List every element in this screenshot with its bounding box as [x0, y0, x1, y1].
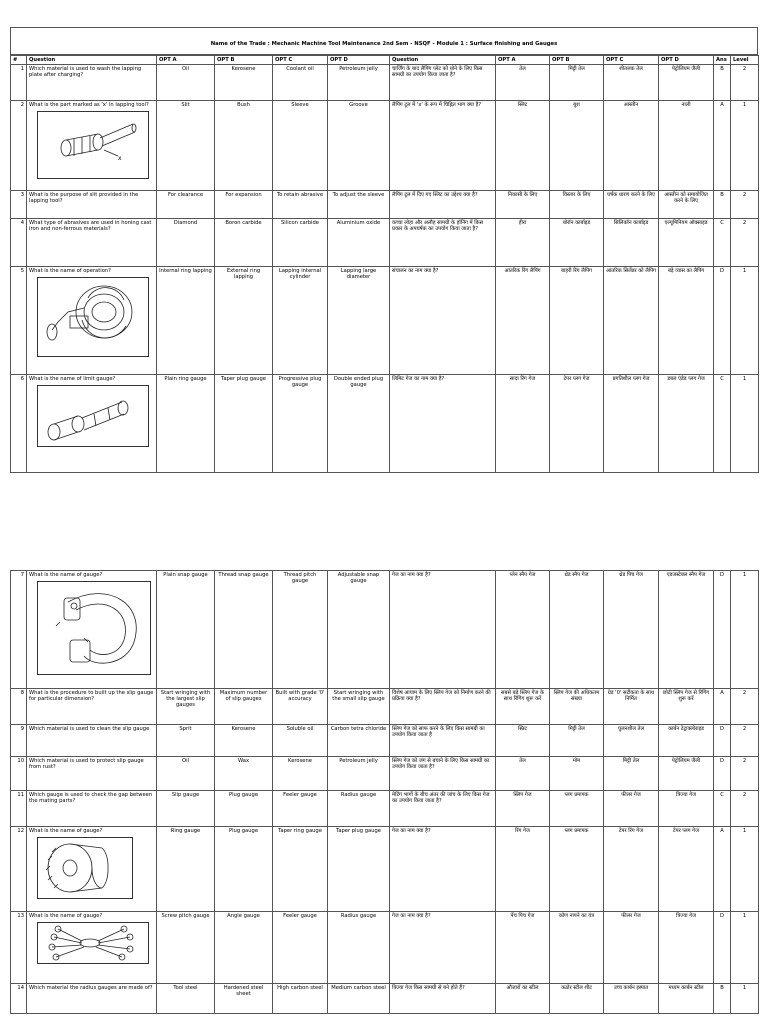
opt-c-hindi: सिलिकॉन कार्बाइड [604, 219, 659, 267]
column-header: Question [390, 56, 496, 65]
table-row [11, 267, 759, 375]
opt-a: Internal ring lapping [157, 267, 215, 375]
level: 1 [731, 267, 759, 375]
opt-c-hindi: उच्च कार्बन इस्पात [604, 984, 659, 1014]
opt-b: For expansion [215, 191, 273, 219]
opt-b-hindi: स्लिप गेज की अधिकतम संख्या [550, 689, 604, 725]
answer: B [714, 65, 731, 101]
question-hindi: गेज का नाम क्या है? [390, 827, 496, 912]
opt-a-hindi: तेल [496, 65, 550, 101]
question-text: What is the name of limit gauge? [29, 376, 116, 383]
opt-d: Adjustable snap gauge [328, 571, 390, 689]
opt-a: Plain snap gauge [157, 571, 215, 689]
column-header: OPT A [496, 56, 550, 65]
answer: A [714, 827, 731, 912]
opt-b-hindi: टेपर प्लग गेज [550, 375, 604, 473]
question-hindi: गेज का नाम क्या है? [390, 912, 496, 984]
answer: D [714, 757, 731, 791]
question-english [27, 827, 157, 912]
opt-b: Taper plug gauge [215, 375, 273, 473]
table-row [11, 689, 759, 725]
question-text: Which gauge is used to check the gap between the mating parts? [29, 792, 153, 805]
opt-c: Built with grade '0' accuracy [273, 689, 328, 725]
table-row [11, 191, 759, 219]
opt-c: Coolant oil [273, 65, 328, 101]
question-text: Which material is used to clean the slip gauge [29, 726, 150, 732]
opt-a: Screw pitch gauge [157, 912, 215, 984]
opt-b: Bush [215, 101, 273, 191]
question-number: 1 [11, 65, 27, 101]
question-hindi: चार्जिंग के बाद लैपिंग प्लेट को धोने के लिए किस सामग्री का उपयोग किया जाता है? [390, 65, 496, 101]
question-hindi: स्लिप गेज को साफ करने के लिए किस सामग्री का उपयोग किया जाता है [390, 725, 496, 757]
opt-a: Oil [157, 65, 215, 101]
question-english [27, 912, 157, 984]
level: 2 [731, 689, 759, 725]
opt-b-hindi: प्लग प्रमापक [550, 791, 604, 827]
question-hindi: कच्चा लोहा और अलौह सामग्री के हॉनिंग में किस प्रकार के अपघर्षक का उपयोग किया जाता है? [390, 219, 496, 267]
opt-c: To retain abrasive [273, 191, 328, 219]
opt-d: Petroleum jelly [328, 65, 390, 101]
table-row [11, 375, 759, 473]
opt-a-hindi: सादा रिंग गेज [496, 375, 550, 473]
opt-d-hindi: बड़े व्यास का लैपिंग [659, 267, 714, 375]
column-header: # [11, 56, 27, 65]
question-table-1 [10, 55, 759, 473]
opt-c: Taper ring gauge [273, 827, 328, 912]
question-number: 5 [11, 267, 27, 375]
opt-a: Slit [157, 101, 215, 191]
opt-a-hindi: स्लिप गेज [496, 791, 550, 827]
opt-a: Sprit [157, 725, 215, 757]
table-row [11, 101, 759, 191]
question-text: What is the name of gauge? [29, 572, 103, 578]
question-number: 7 [11, 571, 27, 689]
opt-b-hindi: बुश [550, 101, 604, 191]
lapping-operation-figure [37, 277, 149, 357]
question-number: 12 [11, 827, 27, 912]
table-row [11, 65, 759, 101]
snap-gauge-figure [37, 581, 151, 675]
question-english [27, 101, 157, 191]
opt-d-hindi: एल्यूमिनियम ऑक्साइड [659, 219, 714, 267]
opt-b-hindi: मिट्टी तेल [550, 725, 604, 757]
opt-a-hindi: औजारों का स्टील [496, 984, 550, 1014]
opt-b: Wax [215, 757, 273, 791]
opt-c-hindi: शीतलक तेल [604, 65, 659, 101]
opt-c: Sleeve [273, 101, 328, 191]
opt-d: Lapping large diameter [328, 267, 390, 375]
level: 2 [731, 757, 759, 791]
opt-a: Ring gauge [157, 827, 215, 912]
answer: D [714, 571, 731, 689]
radius-gauge-figure [37, 922, 149, 964]
level: 1 [731, 375, 759, 473]
opt-b: Kerosene [215, 725, 273, 757]
opt-d: Radius gauge [328, 912, 390, 984]
question-number: 13 [11, 912, 27, 984]
opt-c: Feeler gauge [273, 791, 328, 827]
answer: C [714, 375, 731, 473]
question-english [27, 757, 157, 791]
opt-c: Feeler gauge [273, 912, 328, 984]
level: 2 [731, 725, 759, 757]
question-text: What type of abrasives are used in honing cast iron and non-ferrous materials? [29, 220, 152, 233]
opt-b: Kerosene [215, 65, 273, 101]
opt-b: Thread snap gauge [215, 571, 273, 689]
question-hindi: संचालन का नाम क्या है? [390, 267, 496, 375]
opt-c-hindi: फीलर गेज [604, 912, 659, 984]
opt-d: To adjust the sleeve [328, 191, 390, 219]
opt-c: High carbon steel [273, 984, 328, 1014]
opt-b: Plug gauge [215, 791, 273, 827]
opt-b-hindi: कोण नापने का यंत्र [550, 912, 604, 984]
opt-a-hindi: स्प्रिट [496, 725, 550, 757]
opt-d: Aluminium oxide [328, 219, 390, 267]
table-row [11, 571, 759, 689]
opt-b-hindi: प्लग प्रमापक [550, 827, 604, 912]
opt-a-hindi: तेल [496, 757, 550, 791]
opt-a: Oil [157, 757, 215, 791]
opt-b: Angle gauge [215, 912, 273, 984]
opt-a-hindi: पेंच पिच गेज [496, 912, 550, 984]
opt-c-hindi: थ्रेड पिच गेज [604, 571, 659, 689]
opt-b-hindi: बोरॉन कार्बाइड [550, 219, 604, 267]
level: 2 [731, 65, 759, 101]
table-row [11, 984, 759, 1014]
column-header: OPT A [157, 56, 215, 65]
opt-d: Taper plug gauge [328, 827, 390, 912]
table-row [11, 725, 759, 757]
opt-c-hindi: मिट्टी तेल [604, 757, 659, 791]
opt-a: Diamond [157, 219, 215, 267]
question-text: Which material is used to protect slip gauge from rust? [29, 758, 144, 771]
answer: B [714, 984, 731, 1014]
opt-d-hindi: आस्तीन को समायोजित करने के लिए [659, 191, 714, 219]
opt-b: Boron carbide [215, 219, 273, 267]
question-number: 3 [11, 191, 27, 219]
opt-d: Groove [328, 101, 390, 191]
table-row [11, 219, 759, 267]
question-text: What is the name of operation? [29, 268, 111, 275]
opt-c: Lapping internal cylinder [273, 267, 328, 375]
opt-a-hindi: हीरा [496, 219, 550, 267]
opt-b-hindi: कठोर स्टील शीट [550, 984, 604, 1014]
level: 1 [731, 571, 759, 689]
opt-d: Radius gauge [328, 791, 390, 827]
question-hindi: त्रिज्या गेज किस सामग्री से बने होते हैं? [390, 984, 496, 1014]
level: 1 [731, 912, 759, 984]
question-table-2 [10, 570, 759, 1014]
column-header: Question [27, 56, 157, 65]
opt-d: Carbon tetra chloride [328, 725, 390, 757]
opt-d-hindi: डबल एंडेड प्लग गेज [659, 375, 714, 473]
level: 2 [731, 219, 759, 267]
title-bar [10, 27, 758, 55]
table-row [11, 757, 759, 791]
question-hindi: लैपिंग टूल में दिए गए स्लिट का उद्देश्य क्या है? [390, 191, 496, 219]
answer: D [714, 267, 731, 375]
question-hindi: मेटिंग भागों के बीच अंतर की जांच के लिए किस गेज का उपयोग किया जाता है? [390, 791, 496, 827]
opt-d: Start wringing with the small slip gauge [328, 689, 390, 725]
opt-b: Maximum number of slip gauges [215, 689, 273, 725]
question-number: 14 [11, 984, 27, 1014]
opt-a: Tool steel [157, 984, 215, 1014]
opt-c-hindi: ग्रेड '0' सटीकता के साथ निर्मित [604, 689, 659, 725]
question-number: 6 [11, 375, 27, 473]
opt-a-hindi: निकासी के लिए [496, 191, 550, 219]
opt-a-hindi: रिंग गेज [496, 827, 550, 912]
opt-a-hindi: स्लिट [496, 101, 550, 191]
level: 2 [731, 791, 759, 827]
table-row [11, 791, 759, 827]
answer: A [714, 101, 731, 191]
question-english [27, 984, 157, 1014]
ring-gauge-figure [37, 837, 133, 899]
opt-b-hindi: विस्तार के लिए [550, 191, 604, 219]
question-english [27, 267, 157, 375]
question-number: 2 [11, 101, 27, 191]
opt-c-hindi: प्रगतिशील प्लग गेज [604, 375, 659, 473]
question-text: What is the procedure to built up the slip gauge for particular dimension? [29, 690, 154, 703]
question-number: 10 [11, 757, 27, 791]
question-english [27, 791, 157, 827]
answer: C [714, 219, 731, 267]
column-header: OPT C [604, 56, 659, 65]
opt-d: Petroleum jelly [328, 757, 390, 791]
opt-a: Start wringing with the largest slip gauges [157, 689, 215, 725]
question-text: What is the part marked as 'x' in lapping tool? [29, 102, 149, 109]
opt-d: Double ended plug gauge [328, 375, 390, 473]
question-english [27, 571, 157, 689]
opt-a: Plain ring gauge [157, 375, 215, 473]
header-row [11, 56, 759, 65]
opt-d-hindi: टेपर प्लग गेज [659, 827, 714, 912]
question-number: 4 [11, 219, 27, 267]
page-title: Name of the Trade : Mechanic Machine Tool Maintenance 2nd Sem - NSQF - Module 1 : Surface finishing and Gauges [210, 41, 558, 47]
opt-d-hindi: एडजस्टेबल स्नैप गेज [659, 571, 714, 689]
opt-c: Soluble oil [273, 725, 328, 757]
answer: D [714, 912, 731, 984]
question-hindi: लैपिंग टूल में 'x' के रूप में चिह्नित भाग क्या है? [390, 101, 496, 191]
level: 1 [731, 827, 759, 912]
answer: D [714, 725, 731, 757]
question-number: 9 [11, 725, 27, 757]
opt-c-hindi: टेपर रिंग गेज [604, 827, 659, 912]
level: 2 [731, 191, 759, 219]
opt-c-hindi: आस्तीन [604, 101, 659, 191]
opt-d: Medium carbon steel [328, 984, 390, 1014]
question-english [27, 375, 157, 473]
opt-b: Plug gauge [215, 827, 273, 912]
column-header: OPT B [215, 56, 273, 65]
answer: C [714, 791, 731, 827]
question-text: Which material the radius gauges are made of? [29, 985, 153, 991]
column-header: OPT D [328, 56, 390, 65]
plug-gauge-figure [37, 385, 149, 447]
opt-c: Thread pitch gauge [273, 571, 328, 689]
opt-d-hindi: पेट्रोलियम जैली [659, 65, 714, 101]
answer: A [714, 689, 731, 725]
opt-b: Hardened steel sheet [215, 984, 273, 1014]
opt-c-hindi: घर्षक धारण करने के लिए [604, 191, 659, 219]
table-row [11, 827, 759, 912]
opt-c: Progressive plug gauge [273, 375, 328, 473]
column-header: Level [731, 56, 759, 65]
opt-d-hindi: त्रिज्या गेज [659, 912, 714, 984]
column-header: OPT D [659, 56, 714, 65]
opt-a-hindi: प्लेन स्नैप गेज [496, 571, 550, 689]
opt-a: For clearance [157, 191, 215, 219]
opt-c: Silicon carbide [273, 219, 328, 267]
column-header: Ans [714, 56, 731, 65]
opt-d-hindi: नाली [659, 101, 714, 191]
table-row [11, 912, 759, 984]
question-number: 8 [11, 689, 27, 725]
answer: B [714, 191, 731, 219]
opt-b-hindi: मिट्टी तेल [550, 65, 604, 101]
question-english [27, 191, 157, 219]
question-english [27, 689, 157, 725]
opt-b-hindi: मोम [550, 757, 604, 791]
question-english [27, 219, 157, 267]
question-text: Which material is used to wash the lapping plate after charging? [29, 66, 142, 79]
level: 1 [731, 984, 759, 1014]
question-english [27, 725, 157, 757]
opt-d-hindi: त्रिज्या गेज [659, 791, 714, 827]
question-text: What is the purpose of slit provided in the lapping tool? [29, 192, 139, 205]
opt-b-hindi: थ्रेड स्नैप गेज [550, 571, 604, 689]
question-hindi: स्लिप गेज को जंग से बचाने के लिए किस सामग्री का उपयोग किया जाता है? [390, 757, 496, 791]
column-header: OPT C [273, 56, 328, 65]
opt-c: Kerosene [273, 757, 328, 791]
opt-c-hindi: घुलनशील तेल [604, 725, 659, 757]
lapping-tool-figure [37, 111, 149, 179]
opt-c-hindi: आंतरिक सिलेंडर को लैपिंग [604, 267, 659, 375]
column-header: OPT B [550, 56, 604, 65]
figure-label-x: x [118, 155, 122, 163]
opt-a-hindi: सबसे बड़े स्लिप गेज के साथ रिंगिंग शुरू करें [496, 689, 550, 725]
opt-b-hindi: बाहरी रिंग लैपिंग [550, 267, 604, 375]
opt-b: External ring lapping [215, 267, 273, 375]
opt-d-hindi: छोटी स्लिप गेज से रिंगिंग शुरू करें [659, 689, 714, 725]
opt-a: Slip gauge [157, 791, 215, 827]
question-text: What is the name of gauge? [29, 828, 103, 834]
question-hindi: लिमिट गेज का नाम क्या है? [390, 375, 496, 473]
question-english [27, 65, 157, 101]
opt-a-hindi: आंतरिक रिंग लैपिंग [496, 267, 550, 375]
opt-d-hindi: मध्यम कार्बन स्टील [659, 984, 714, 1014]
question-hindi: गेज का नाम क्या है? [390, 571, 496, 689]
opt-c-hindi: फीलर गेज [604, 791, 659, 827]
opt-d-hindi: पेट्रोलियम जैली [659, 757, 714, 791]
question-number: 11 [11, 791, 27, 827]
level: 1 [731, 101, 759, 191]
question-hindi: विशेष आयाम के लिए स्लिप गेज को निर्माण करने की प्रक्रिया क्या है? [390, 689, 496, 725]
opt-d-hindi: कार्बन टेट्राक्लोराइड [659, 725, 714, 757]
question-text: What is the name of gauge? [29, 913, 103, 919]
